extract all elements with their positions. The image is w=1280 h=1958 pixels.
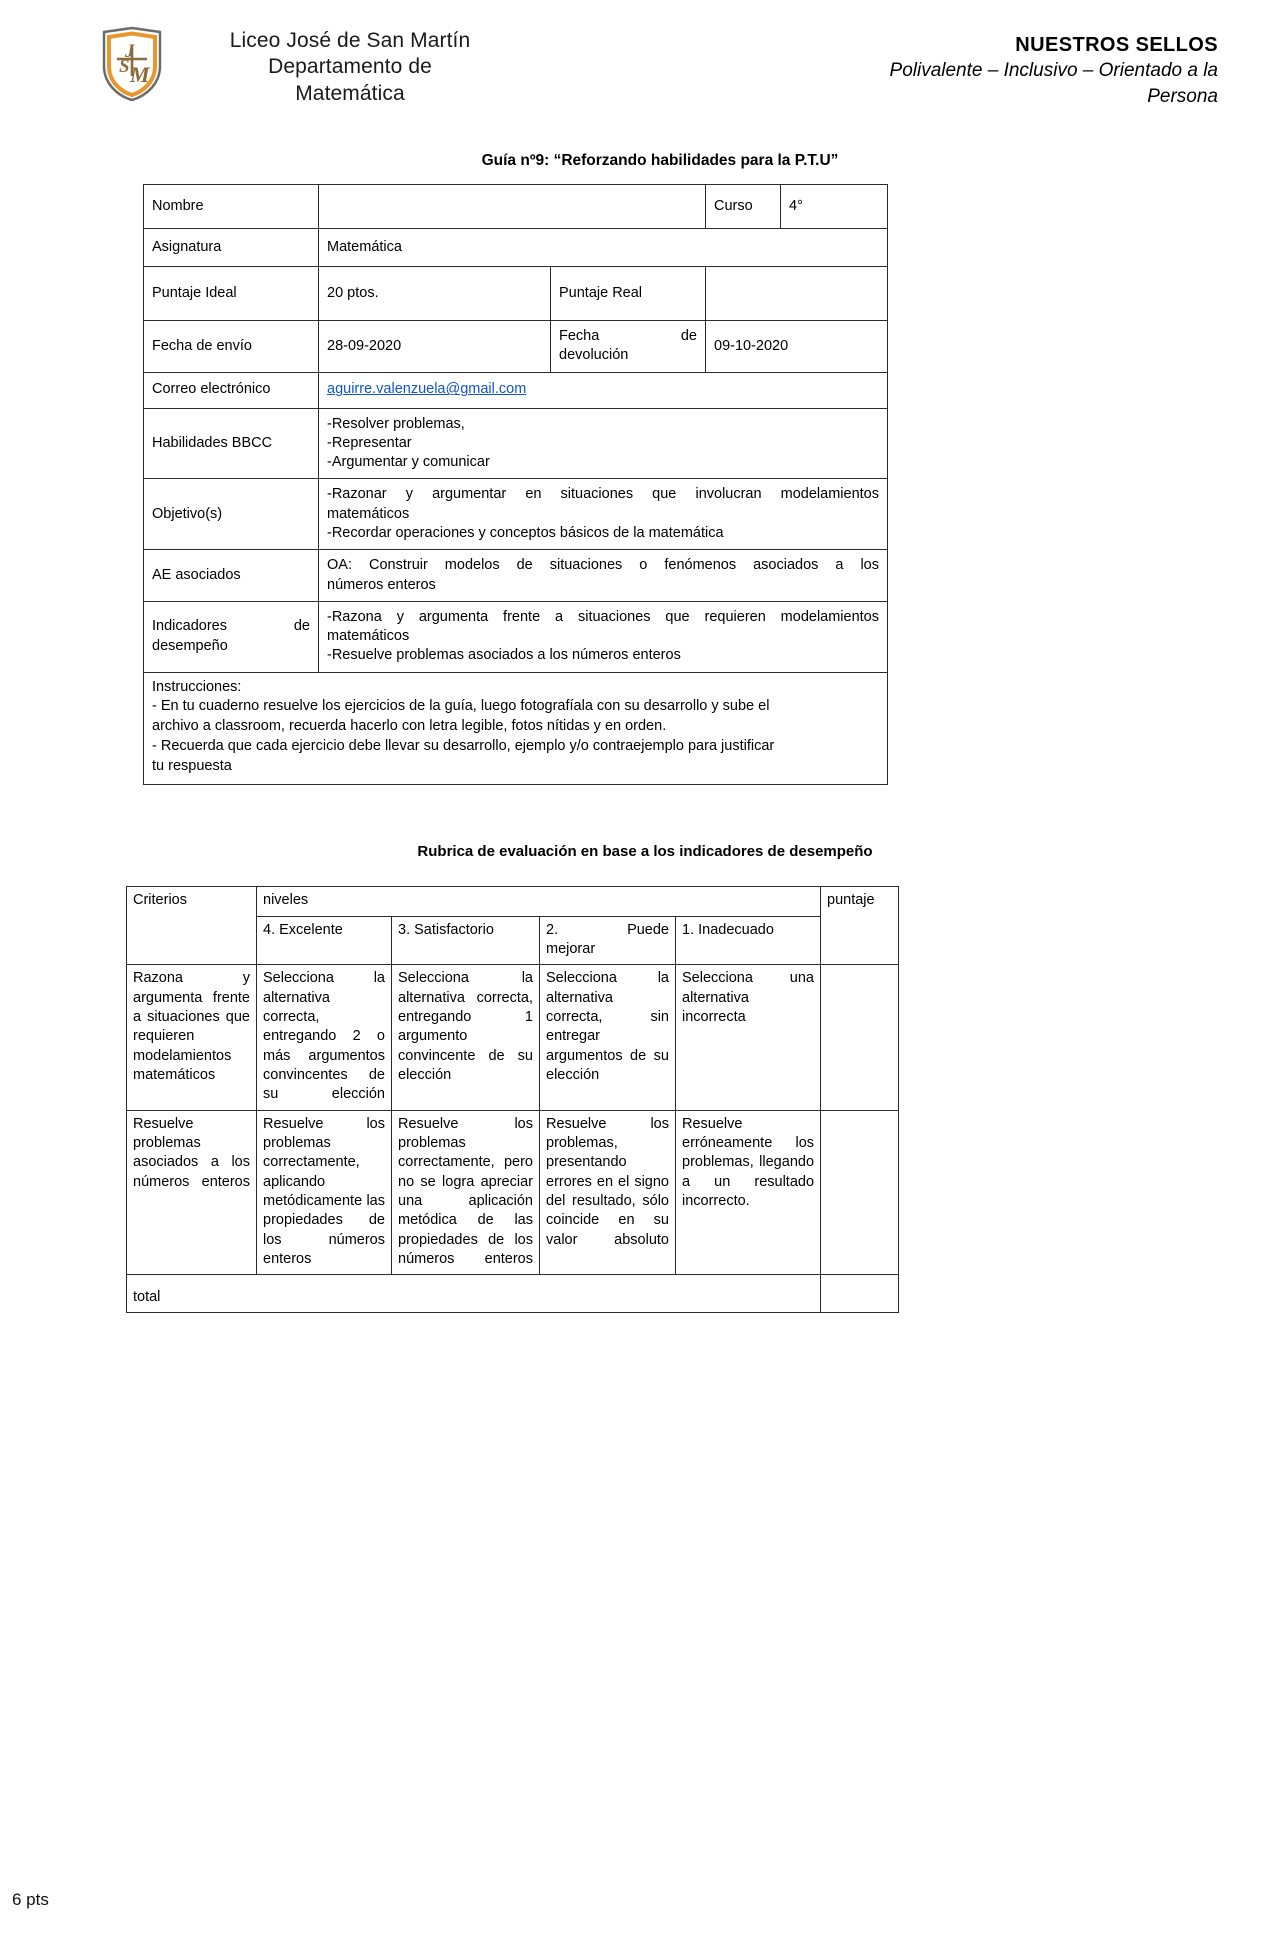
habilidades-label: Habilidades BBCC — [144, 408, 319, 479]
rubric-row-0-nivel1: Selecciona una alternativa incorrecta — [676, 965, 821, 1110]
svg-text:M: M — [130, 62, 150, 87]
correo-label: Correo electrónico — [144, 372, 319, 408]
page-header — [0, 0, 1280, 130]
school-name-line-1: Liceo José de San Martín — [229, 29, 471, 52]
rubric-puntaje-header: puntaje — [821, 887, 899, 965]
svg-text:J: J — [125, 41, 135, 62]
svg-text:S: S — [119, 56, 130, 77]
table-row-nombre — [144, 185, 888, 229]
rubric-level-2-word1: Puede — [627, 921, 669, 938]
indicadores-line-3: -Resuelve problemas asociados a los números enteros — [327, 647, 681, 664]
school-name-line-3: Matemática — [295, 81, 405, 105]
objetivos-line-1: -Razonar y argumentar en situaciones que involucran modelamientos — [327, 486, 879, 503]
indicadores-label-word1: Indicadores — [152, 618, 227, 635]
sellos-subtitle-line-1: Polivalente – Inclusivo – Orientado a la — [889, 60, 1218, 81]
instrucciones-line-1: Instrucciones: — [152, 678, 242, 695]
table-row-indicadores — [144, 601, 888, 672]
puntaje-real-label: Puntaje Real — [551, 267, 706, 321]
table-row-instrucciones — [144, 672, 888, 785]
rubric-niveles-header: niveles — [257, 887, 821, 916]
habilidades-line-3: -Argumentar y comunicar — [327, 454, 490, 471]
rubric-total-value[interactable] — [821, 1275, 899, 1313]
table-row-objetivos — [144, 479, 888, 550]
indicadores-line-1: -Razona y argumenta frente a situaciones que requieren modelamientos — [327, 608, 879, 625]
info-table-wrap — [0, 184, 1280, 785]
fecha-devolucion-label-word3: devolución — [559, 347, 629, 364]
fecha-devolucion-label-word1: Fecha — [559, 328, 600, 344]
instrucciones-cell — [144, 672, 888, 785]
correo-value[interactable] — [319, 372, 888, 408]
fecha-envio-value[interactable]: 28-09-2020 — [319, 321, 551, 373]
rubric-title: Rubrica de evaluación en base a los indicadores de desempeño — [417, 843, 873, 861]
school-branding — [100, 22, 530, 107]
puntaje-ideal-value[interactable]: 20 ptos. — [319, 267, 551, 321]
rubric-table — [126, 886, 899, 1313]
school-name-line-2: Departamento de — [268, 55, 432, 79]
rubric-level-2-word2: mejorar — [546, 940, 596, 957]
sellos-subtitle-line-2: Persona — [1147, 85, 1218, 107]
table-row-asignatura — [144, 229, 888, 267]
fecha-devolucion-label-word2: de — [680, 328, 697, 344]
puntaje-real-value[interactable] — [706, 267, 888, 321]
table-row-habilidades — [144, 408, 888, 479]
curso-value[interactable]: 4° — [781, 185, 888, 229]
rubric-level-2 — [540, 916, 676, 965]
puntaje-ideal-label: Puntaje Ideal — [144, 267, 319, 321]
habilidades-value — [319, 408, 888, 479]
info-table — [143, 184, 888, 785]
nombre-label: Nombre — [144, 185, 319, 229]
table-row — [127, 1110, 899, 1275]
ae-value — [319, 550, 888, 602]
indicadores-value — [319, 601, 888, 672]
indicadores-label-word2: de — [293, 618, 310, 635]
curso-label: Curso — [706, 185, 781, 229]
objetivos-line-3: -Recordar operaciones y conceptos básicos de la matemática — [327, 524, 724, 541]
sellos-block — [530, 22, 1240, 109]
rubric-level-3: 3. Satisfactorio — [392, 916, 540, 965]
table-row-fechas — [144, 321, 888, 373]
rubric-level-2-num: 2. — [546, 921, 559, 938]
instrucciones-line-4: - Recuerda que cada ejercicio debe llevar su desarrollo, ejemplo y/o contraejemplo para justificar — [152, 737, 775, 754]
rubric-row-0-nivel3: Selecciona la alternativa correcta, entregando 1 argumento convincente de su elección — [392, 965, 540, 1110]
asignatura-value[interactable]: Matemática — [319, 229, 888, 267]
rubric-row-0-criterio: Razona y argumenta frente a situaciones que requieren modelamientos matemáticos — [127, 965, 257, 1110]
instrucciones-line-3: archivo a classroom, recuerda hacerlo con letra legible, fotos nítidas y en orden. — [152, 718, 667, 735]
rubric-row-1-criterio: Resuelve problemas asociados a los números enteros — [127, 1110, 257, 1275]
table-row-puntaje — [144, 267, 888, 321]
table-row-ae — [144, 550, 888, 602]
rubric-level-4: 4. Excelente — [257, 916, 392, 965]
fecha-devolucion-value[interactable]: 09-10-2020 — [706, 321, 888, 373]
habilidades-line-2: -Representar — [327, 434, 412, 451]
objetivos-line-2: matemáticos — [327, 505, 410, 522]
fecha-devolucion-label — [551, 321, 706, 373]
instrucciones-line-5: tu respuesta — [152, 757, 232, 774]
rubric-level-1: 1. Inadecuado — [676, 916, 821, 965]
ae-line-1: OA: Construir modelos de situaciones o fenómenos asociados a los — [327, 557, 879, 574]
rubric-total-row — [127, 1275, 899, 1313]
school-crest-icon — [100, 26, 164, 102]
rubric-total-label: total — [127, 1275, 821, 1313]
table-row-correo — [144, 372, 888, 408]
objetivos-value — [319, 479, 888, 550]
rubric-row-0-puntaje[interactable] — [821, 965, 899, 1110]
indicadores-line-2: matemáticos — [327, 628, 410, 645]
rubric-header-row-1 — [127, 887, 899, 916]
indicadores-label-word3: desempeño — [152, 637, 228, 654]
fecha-envio-label: Fecha de envío — [144, 321, 319, 373]
indicadores-label — [144, 601, 319, 672]
asignatura-label: Asignatura — [144, 229, 319, 267]
footer-points: 6 pts — [12, 1890, 49, 1909]
document-title: Guía nº9: “Reforzando habilidades para la P.T.U” — [481, 152, 839, 169]
rubric-row-1-nivel3: Resuelve los problemas correctamente, pero no se logra apreciar una aplicación metódica de las propiedades de los números enteros — [392, 1110, 540, 1275]
sellos-title: NUESTROS SELLOS — [1015, 34, 1218, 56]
table-row — [127, 965, 899, 1110]
rubric-row-0-nivel4: Selecciona la alternativa correcta, entregando 2 o más argumentos convincentes de su elección — [257, 965, 392, 1110]
objetivos-label: Objetivo(s) — [144, 479, 319, 550]
nombre-value[interactable] — [319, 185, 706, 229]
habilidades-line-1: -Resolver problemas, — [327, 415, 465, 432]
school-name — [180, 22, 520, 107]
rubric-row-1-nivel2: Resuelve los problemas, presentando errores en el signo del resultado, sólo coincide en su valor absoluto — [540, 1110, 676, 1275]
email-link[interactable]: aguirre.valenzuela@gmail.com — [327, 381, 527, 398]
ae-label: AE asociados — [144, 550, 319, 602]
rubric-criterios-header: Criterios — [127, 887, 257, 965]
instrucciones-line-2: - En tu cuaderno resuelve los ejercicios de la guía, luego fotografíala con su desarrollo y sube el — [152, 698, 770, 715]
ae-line-2: números enteros — [327, 576, 436, 593]
rubric-row-1-nivel4: Resuelve los problemas correctamente, aplicando metódicamente las propiedades de los números enteros — [257, 1110, 392, 1275]
rubric-row-1-puntaje[interactable] — [821, 1110, 899, 1275]
rubric-row-1-nivel1: Resuelve erróneamente los problemas, llegando a un resultado incorrecto. — [676, 1110, 821, 1275]
rubric-row-0-nivel2: Selecciona la alternativa correcta, sin entregar argumentos de su elección — [540, 965, 676, 1110]
